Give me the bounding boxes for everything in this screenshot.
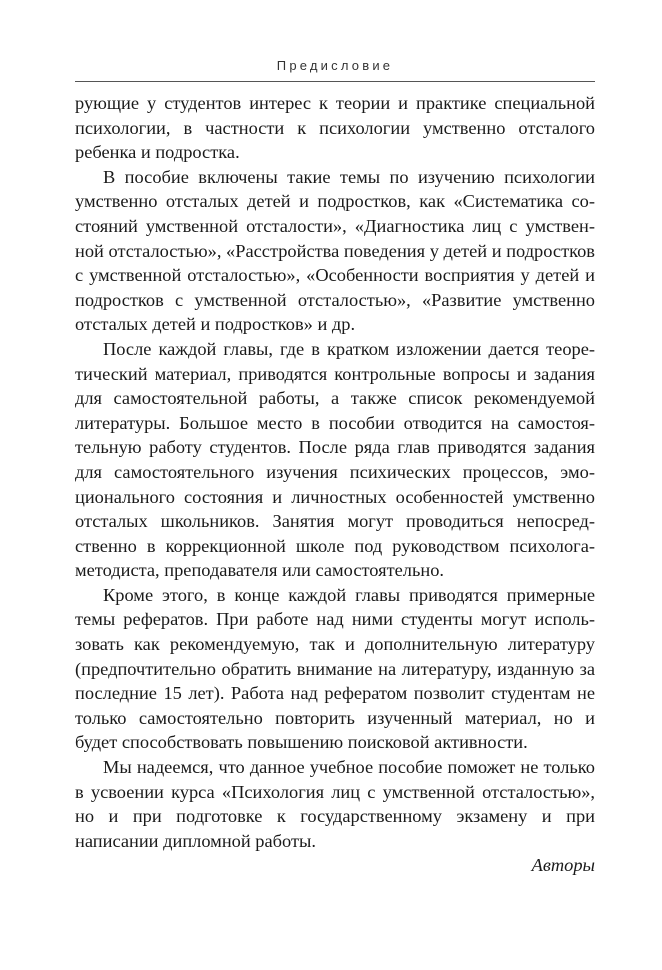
paragraph-topics: В пособие включены такие темы по изучению психологии умственно отсталых детей и подростков, как «Систематика состояний умственной отсталости», «Диагностика лиц с умственной отсталостью», «Расстройства поведения у детей и подростков с умственной отсталостью», «Особенности восприятия у детей и подростков с умственной отсталостью», «Развитие умственно отсталых детей и подростков» и др. bbox=[75, 166, 595, 335]
document-page bbox=[75, 58, 595, 878]
page-body bbox=[75, 91, 595, 878]
paragraph-chapters: После каждой главы, где в кратком изложении дается теоретический материал, приводятся контрольные вопросы и задания для самостоятельной работы, а также список рекомендуемой литературы. Большое место в пособии отводится на самостоятельную работу студентов. После ряда глав приводятся задания для самостоятельного изучения психических процессов, эмоционального состояния и личностных особенностей умственно отсталых школьников. Занятия могут проводиться непосредственно в коррекционной школе под руководством психолога-методиста, преподавателя или самостоятельно. bbox=[75, 338, 595, 581]
authors-signature: Авторы bbox=[531, 855, 595, 876]
paragraph-continuation: рующие у студентов интерес к теории и практике специальной психологии, в частности к психологии умственно отсталого ребенка и подростка. bbox=[75, 93, 595, 163]
paragraph-reports: Кроме этого, в конце каждой главы приводятся примерные темы рефератов. При работе над ними студенты могут использовать как рекомендуемую, так и дополнительную литературу (предпочтительно обратить внимание на литературу, изданную за последние 15 лет). Работа над рефератом позволит студентам не только самостоятельно повторить изученный материал, но и будет способствовать повышению поисковой активности. bbox=[75, 584, 595, 753]
running-header: Предисловие bbox=[75, 58, 595, 82]
paragraph-conclusion: Мы надеемся, что данное учебное пособие поможет не только в усвоении курса «Психология лиц с умственной отсталостью», но и при подготовке к государственному экзамену и при написании дипломной работы. bbox=[75, 757, 595, 851]
